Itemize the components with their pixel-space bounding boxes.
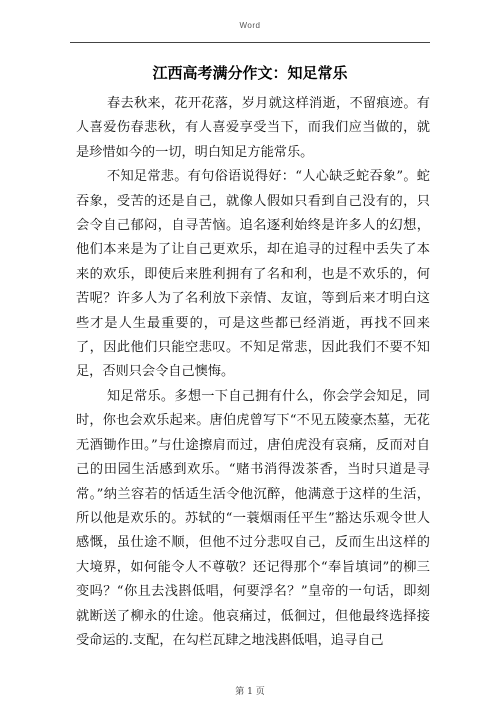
page-number: 第 1 页 [235,687,265,697]
document-title: 江西高考满分作文：知足常乐 [152,64,348,82]
app-header-label: Word [239,21,261,30]
document-body [76,92,430,653]
header-divider [70,42,430,43]
paragraph-3: 知足常乐。多想一下自己拥有什么，你会学会知足，同时，你也会欢乐起来。唐伯虎曾写下“不见五陵豪杰墓，无花无酒锄作田。”与仕途擦肩而过，唐伯虎没有哀痛，反而对自己的田园生活感到欢乐。“赌书消得泼茶香，当时只道是寻常。”纳兰容若的恬适生活令他沉醉，他满意于这样的生活，所以他是欢乐的。苏轼的“一蓑烟雨任平生”豁达乐观令世人感慨，虽仕途不顺，但他不过分悲叹自己，反而生出这样的大境界，如何能令人不尊敬？还记得那个“奉旨填词”的柳三变吗？“你且去浅斟低唱，何要浮名？”皇帝的一句话，即刻就断送了柳永的仕途。他哀痛过，低徊过，但他最终选择接受命运的.支配，在勾栏瓦肆之地浅斟低唱，追寻自己 [76,388,430,648]
paragraph-1: 春去秋来，花开花落，岁月就这样消逝，不留痕迹。有人喜爱伤春悲秋，有人喜爱享受当下，而我们应当做的，就是珍惜如今的一切，明白知足方能常乐。 [76,96,430,160]
paragraph-2: 不知足常悲。有句俗语说得好：“人心缺乏蛇吞象”。蛇吞象，受苦的还是自己，就像人假如只看到自己没有的，只会令自己郁闷，自寻苦恼。追名逐利始终是许多人的幻想，他们本来是为了让自己更欢乐，却在追寻的过程中丢失了本来的欢乐，即使后来胜利拥有了名和利，也是不欢乐的，何苦呢？许多人为了名利放下亲情、友谊，等到后来才明白这些才是人生最重要的，可是这些都已经消逝，再找不回来了，因此他们只能空悲叹。不知足常悲，因此我们不要不知足，否则只会令自己懊悔。 [76,169,430,380]
